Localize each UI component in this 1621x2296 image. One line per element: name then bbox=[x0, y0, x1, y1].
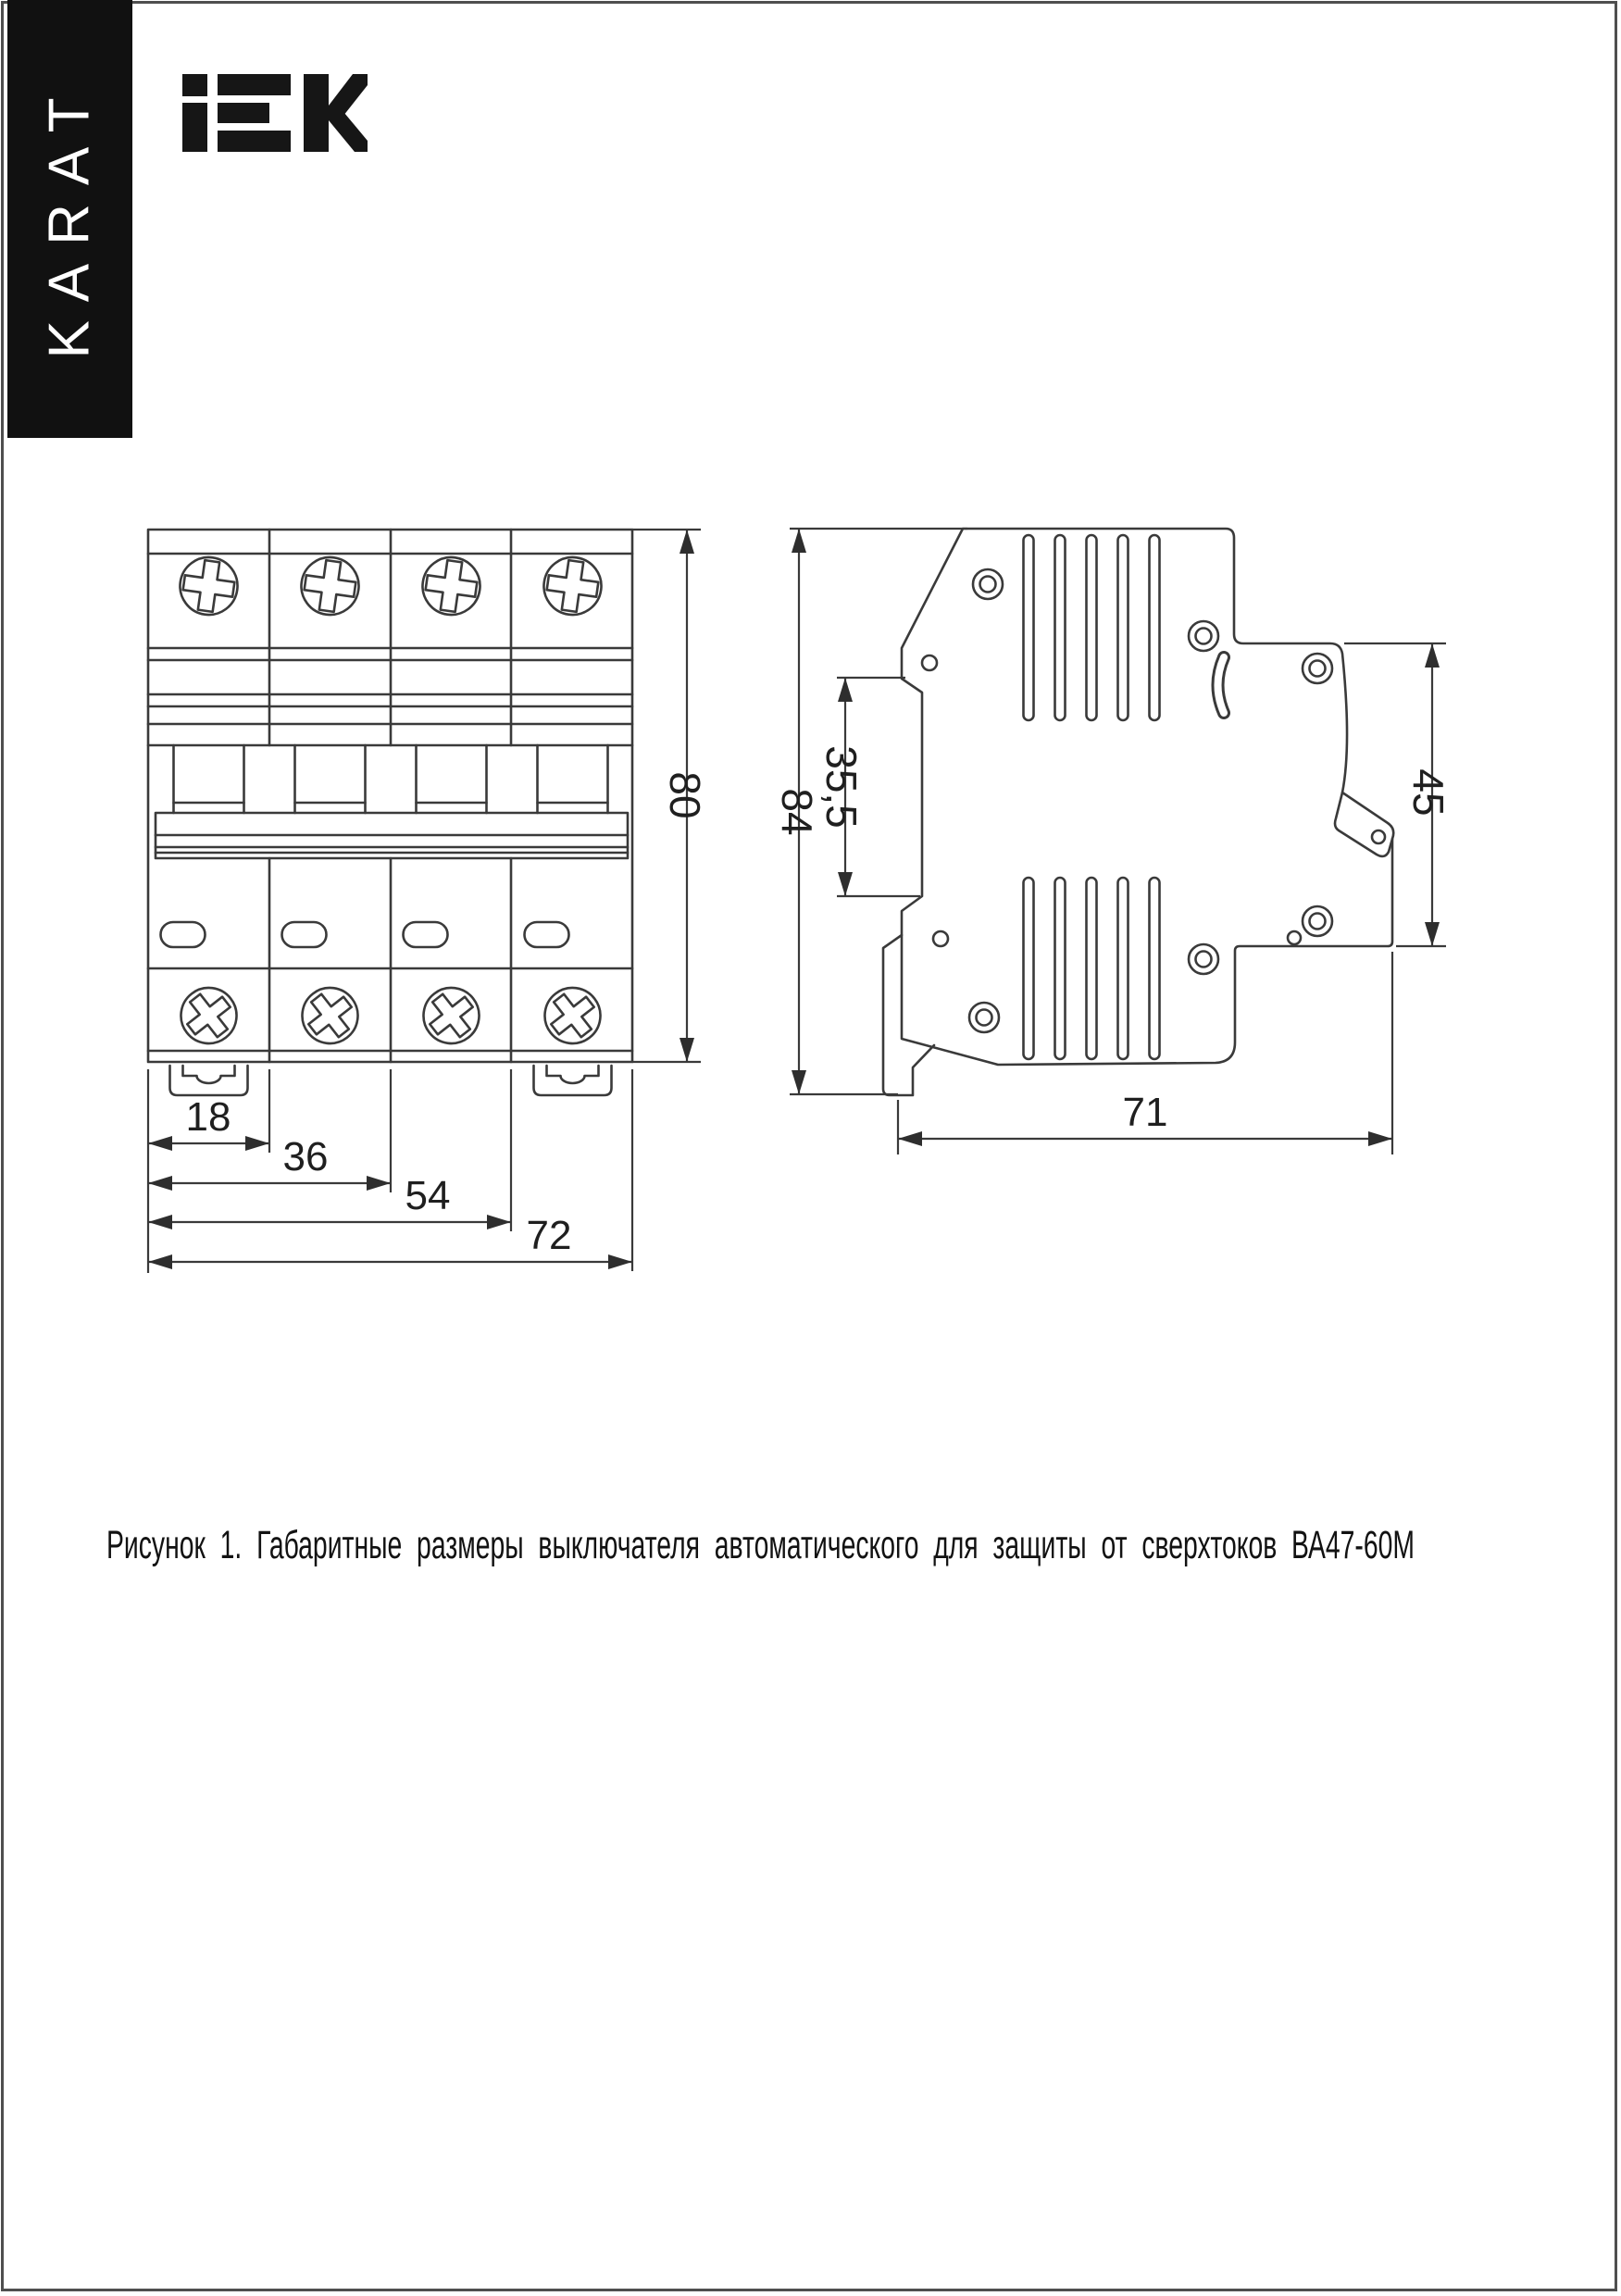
dim-label-45: 45 bbox=[1404, 768, 1453, 817]
handle-bar bbox=[156, 813, 628, 858]
dim-front-widths bbox=[148, 1069, 632, 1273]
indicator-windows bbox=[161, 922, 569, 947]
dim-label-84: 84 bbox=[773, 788, 821, 836]
side-view bbox=[773, 529, 1453, 1154]
dim-label-72: 72 bbox=[526, 1213, 572, 1258]
front-view bbox=[148, 530, 709, 1273]
figure-caption-text: Рисунок 1. Габаритные размеры выключателя автоматического для защиты от сверхтоков ВА47-60М bbox=[106, 1523, 1415, 1567]
side-outline bbox=[902, 529, 1392, 1065]
side-lever bbox=[1335, 792, 1393, 856]
dim-label-54: 54 bbox=[405, 1173, 451, 1218]
dim-label-80: 80 bbox=[661, 771, 709, 819]
side-kidney-slot bbox=[1218, 657, 1225, 713]
side-din-clip bbox=[883, 935, 934, 1095]
dim-label-35-5: 35,5 bbox=[817, 745, 866, 829]
dim-front-height bbox=[632, 530, 709, 1062]
dim-side-height bbox=[773, 529, 967, 1094]
dim-label-18: 18 bbox=[185, 1094, 231, 1140]
dim-rail-seat bbox=[817, 678, 920, 896]
toggle-handles bbox=[174, 745, 608, 813]
side-vent-slots bbox=[1024, 535, 1160, 1059]
dim-label-36: 36 bbox=[282, 1134, 329, 1179]
dim-depth bbox=[898, 952, 1392, 1154]
figure-caption bbox=[106, 1523, 1415, 1569]
dim-label-71: 71 bbox=[1122, 1090, 1168, 1135]
dim-front-face bbox=[1344, 643, 1453, 946]
karat-label: KARAT bbox=[38, 79, 103, 359]
